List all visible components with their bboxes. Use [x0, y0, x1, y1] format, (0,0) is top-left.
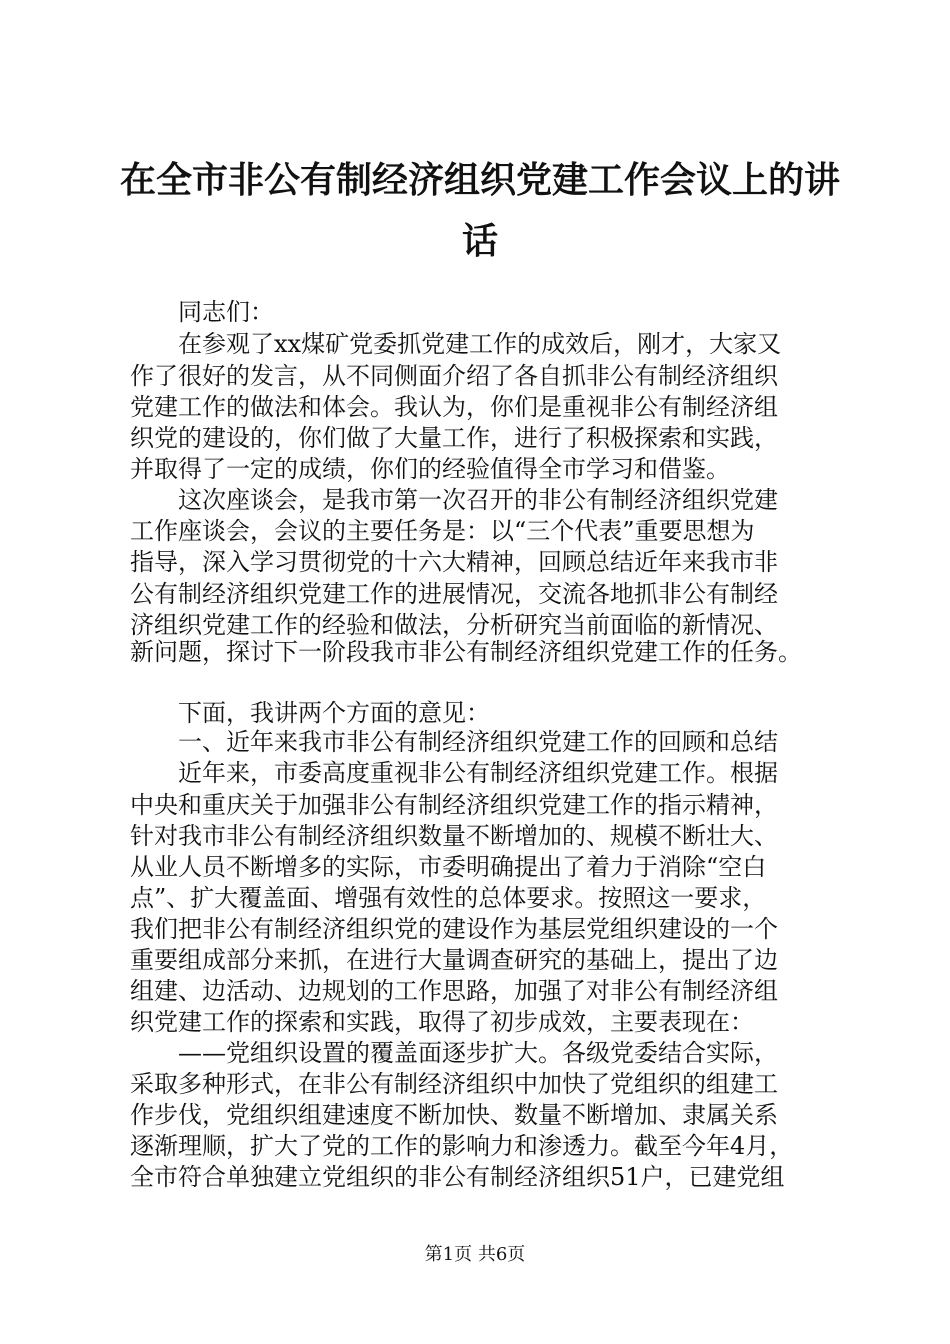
document-title-line-2: 话 — [461, 221, 498, 262]
body-line: 组建、边活动、边规划的工作思路，加强了对非公有制经济组 — [130, 977, 778, 1005]
body-line: 织党的建设的，你们做了大量工作，进行了积极探索和实践， — [130, 424, 778, 452]
body-line: 公有制经济组织党建工作的进展情况，交流各地抓非公有制经 — [130, 580, 778, 608]
section-heading: 一、近年来我市非公有制经济组织党建工作的回顾和总结 — [130, 728, 778, 756]
document-title-line-1: 在全市非公有制经济组织党建工作会议上的讲 — [120, 160, 841, 201]
body-line: 这次座谈会，是我市第一次召开的非公有制经济组织党建 — [130, 486, 778, 514]
body-line: 党建工作的做法和体会。我认为，你们是重视非公有制经济组 — [130, 393, 778, 421]
body-line: 同志们： — [130, 298, 274, 326]
body-line: 指导，深入学习贯彻党的十六大精神，回顾总结近年来我市非 — [130, 548, 778, 576]
body-line: 我们把非公有制经济组织党的建设作为基层党组织建设的一个 — [130, 915, 778, 943]
body-line: 逐渐理顺，扩大了党的工作的影响力和渗透力。截至今年4月， — [130, 1132, 794, 1160]
body-line: 从业人员不断增多的实际，市委明确提出了着力于消除“空白 — [130, 853, 767, 881]
body-line: 作步伐，党组织组建速度不断加快、数量不断增加、隶属关系 — [130, 1101, 778, 1129]
body-line: 织党建工作的探索和实践，取得了初步成效，主要表现在： — [130, 1008, 754, 1036]
body-line: 近年来，市委高度重视非公有制经济组织党建工作。根据 — [130, 759, 778, 787]
body-line: 济组织党建工作的经验和做法，分析研究当前面临的新情况、 — [130, 611, 778, 639]
body-line: 采取多种形式，在非公有制经济组织中加快了党组织的组建工 — [130, 1070, 778, 1098]
body-line: 下面，我讲两个方面的意见： — [130, 699, 490, 727]
body-line: 工作座谈会，会议的主要任务是：以“三个代表”重要思想为 — [130, 517, 755, 545]
body-line: 作了很好的发言，从不同侧面介绍了各自抓非公有制经济组织 — [130, 362, 778, 390]
body-line: 重要组成部分来抓，在进行大量调查研究的基础上，提出了边 — [130, 946, 778, 974]
body-line: 全市符合单独建立党组织的非公有制经济组织51户，已建党组 — [130, 1163, 785, 1191]
body-line: 针对我市非公有制经济组织数量不断增加的、规模不断壮大、 — [130, 822, 778, 850]
body-line: 在参观了xx煤矿党委抓党建工作的成效后，刚才，大家又 — [130, 330, 782, 358]
body-line: 并取得了一定的成绩，你们的经验值得全市学习和借鉴。 — [130, 455, 730, 483]
body-line: ——党组织设置的覆盖面逐步扩大。各级党委结合实际， — [130, 1039, 778, 1067]
body-line: 新问题，探讨下一阶段我市非公有制经济组织党建工作的任务。 — [130, 638, 802, 666]
body-line: 中央和重庆关于加强非公有制经济组织党建工作的指示精神， — [130, 791, 778, 819]
body-line: 点”、扩大覆盖面、增强有效性的总体要求。按照这一要求， — [130, 884, 767, 912]
page-number-footer: 第1页 共6页 — [424, 1244, 526, 1265]
